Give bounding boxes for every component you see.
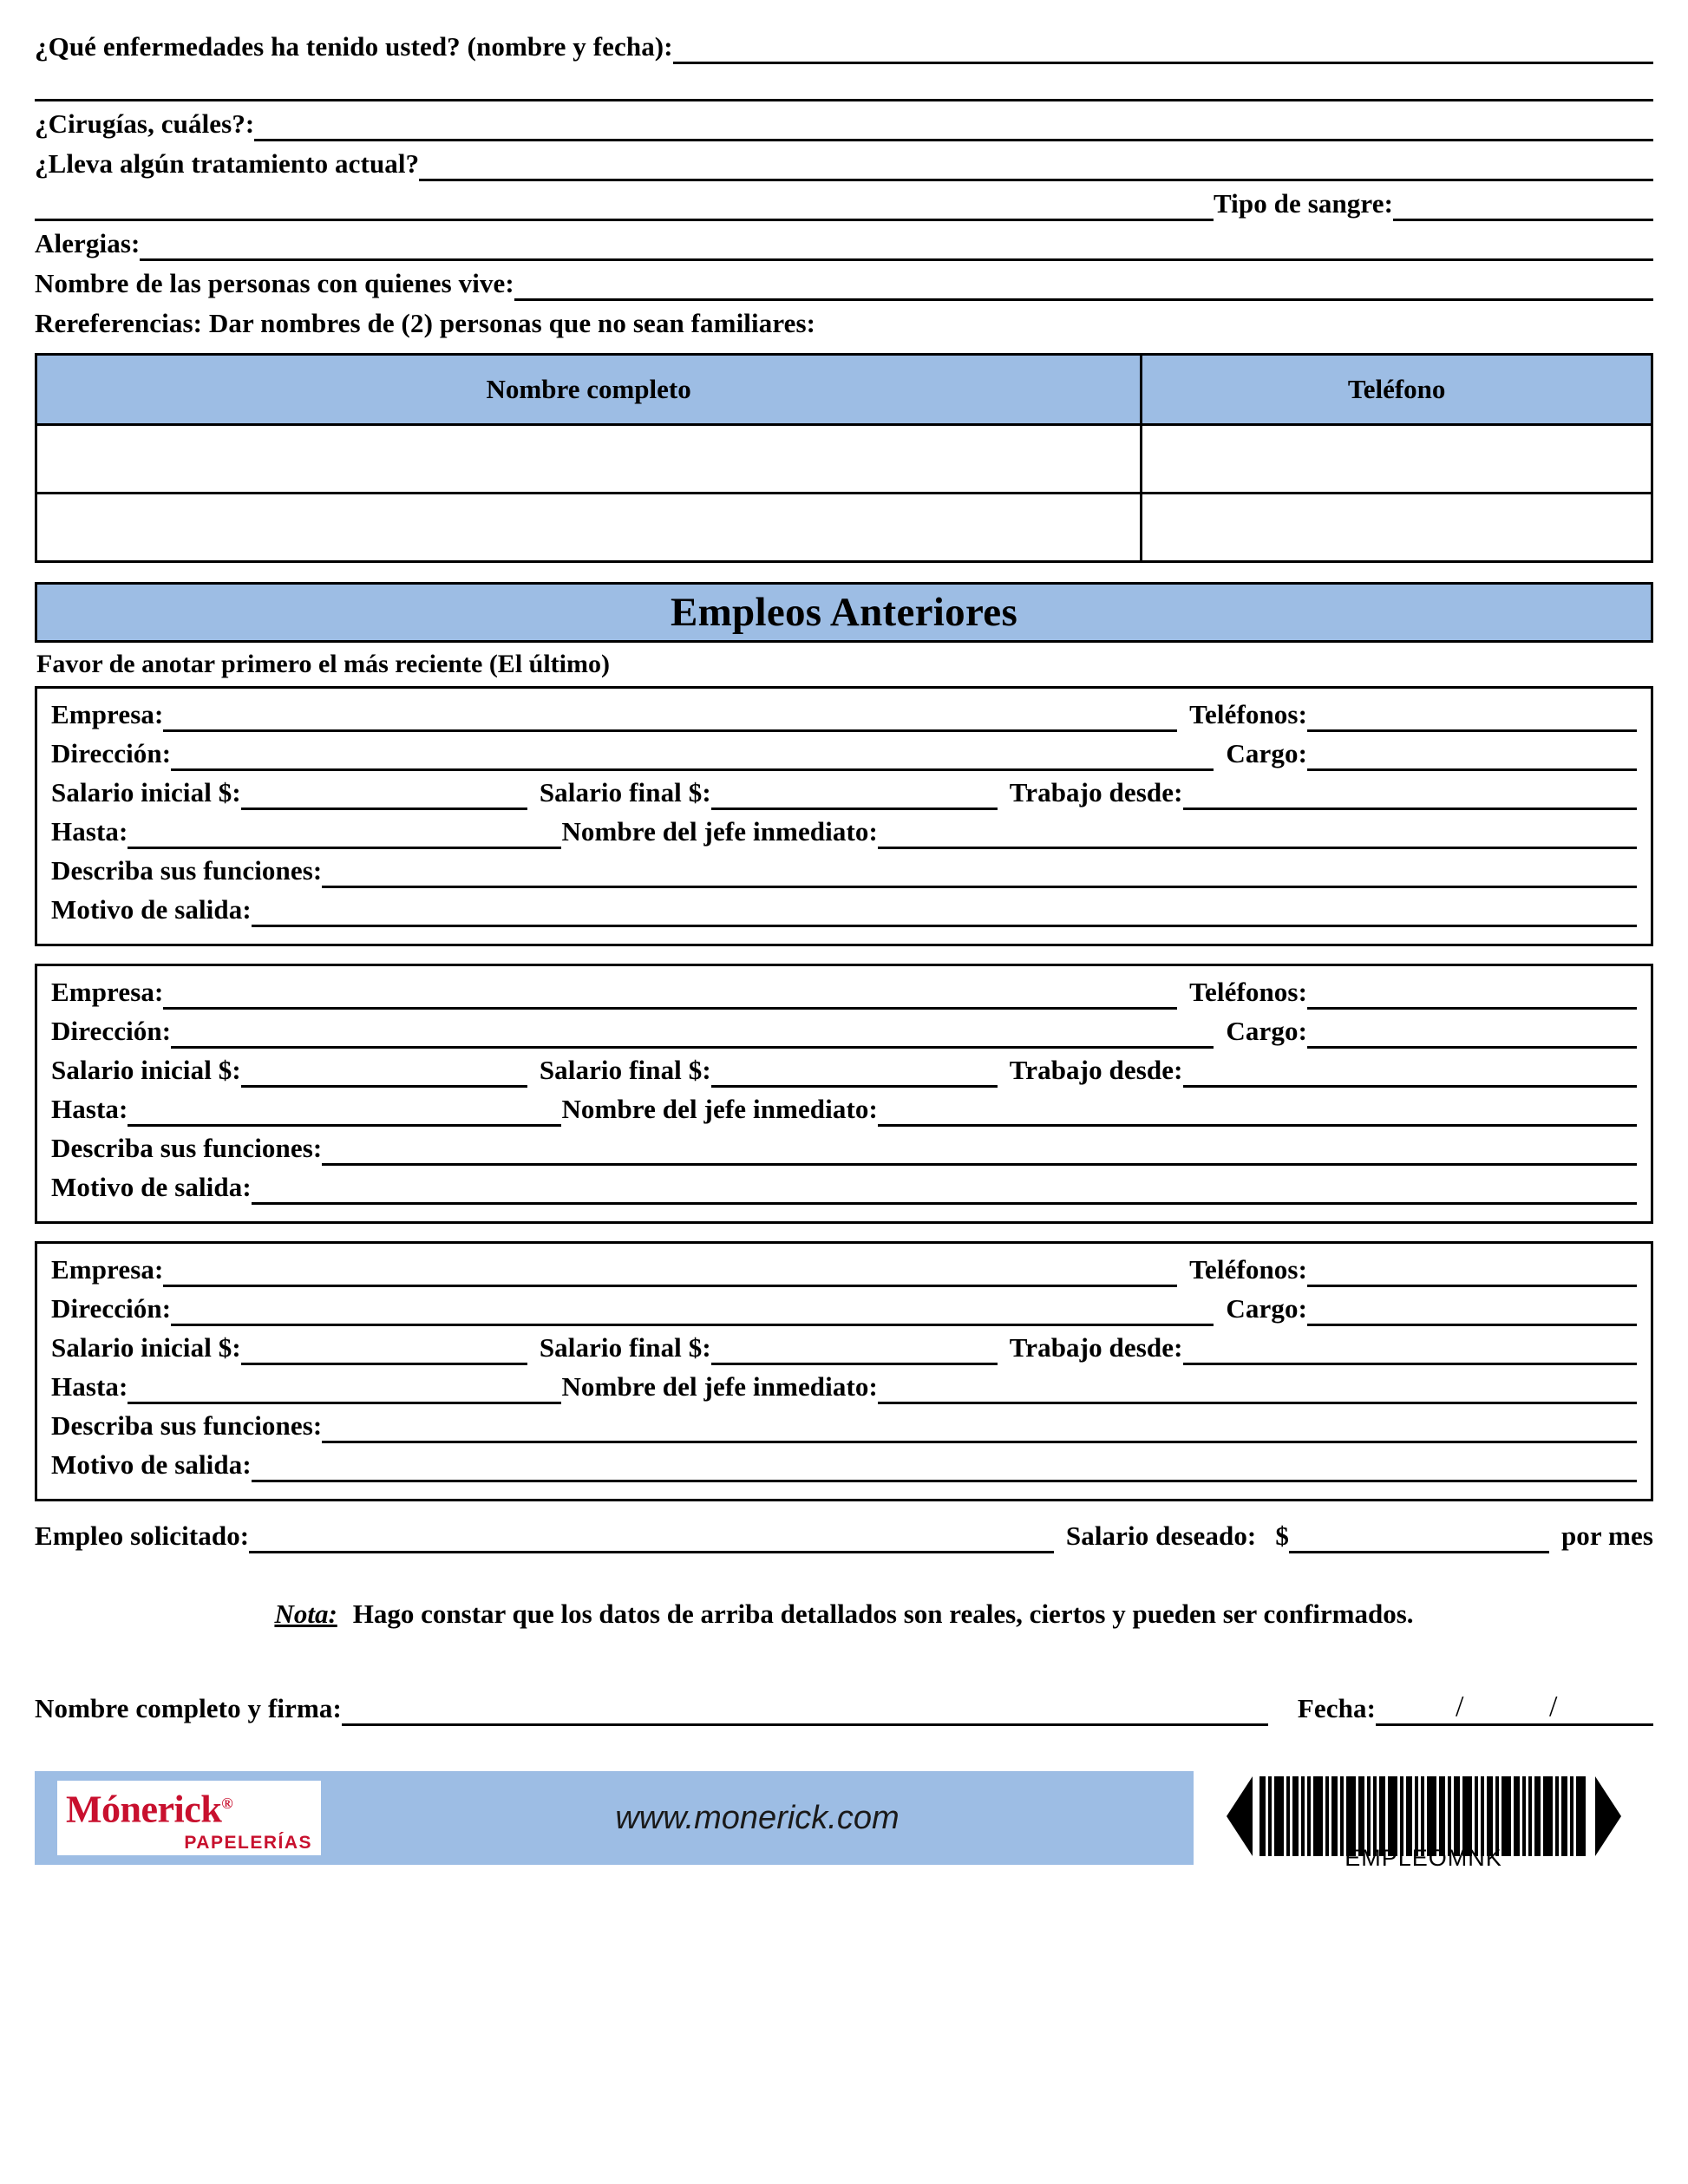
job3-hasta-input-line[interactable] [128,1372,561,1404]
diseases-label: ¿Qué enfermedades ha tenido usted? (nombre y fecha): [35,31,673,62]
job1-salario-final-input-line[interactable] [711,778,998,810]
cell-telefono-2[interactable] [1142,494,1652,562]
job2-motivo-input-line[interactable] [252,1173,1637,1205]
date-separator-1: / [1456,1690,1464,1723]
previous-jobs-banner: Empleos Anteriores [35,582,1653,643]
job1-salario-inicial-input-line[interactable] [241,778,527,810]
job2-hasta-row [51,1092,1637,1127]
job1-salario-final-label: Salario final $: [539,777,711,808]
job2-funciones-input-line[interactable] [322,1134,1637,1166]
job2-salario-inicial-input-line[interactable] [241,1056,527,1088]
job3-funciones-label: Describa sus funciones: [51,1410,323,1441]
job3-direccion-input-line[interactable] [171,1294,1214,1326]
brand-subtitle: PAPELERÍAS [57,1833,321,1855]
blood-type-row [35,186,1653,221]
allergies-input-line[interactable] [140,229,1653,261]
job3-telefonos-label: Teléfonos: [1189,1254,1307,1285]
job1-funciones-label: Describa sus funciones: [51,855,323,886]
brand-name: Mónerick® [57,1781,321,1833]
website-url[interactable]: www.monerick.com [321,1771,1194,1865]
job1-trabajo-desde-input-line[interactable] [1183,778,1637,810]
job1-empresa-row [51,697,1637,732]
job2-motivo-label: Motivo de salida: [51,1172,252,1202]
job1-jefe-label: Nombre del jefe inmediato: [561,816,878,847]
job1-hasta-row [51,814,1637,849]
note-text: Hago constar que los datos de arriba detallados son reales, ciertos y pueden ser confirmados. [352,1599,1414,1629]
references-table [35,353,1653,563]
job3-salario-final-label: Salario final $: [539,1332,711,1363]
signature-name-label: Nombre completo y firma: [35,1693,342,1723]
desired-salary-label: Salario deseado: [1065,1520,1257,1551]
surgeries-input-line[interactable] [254,109,1653,141]
job2-telefonos-label: Teléfonos: [1189,977,1307,1007]
job3-empresa-row [51,1252,1637,1287]
job3-jefe-input-line[interactable] [878,1372,1637,1404]
job1-salario-inicial-label: Salario inicial $: [51,777,241,808]
job3-trabajo-desde-input-line[interactable] [1183,1333,1637,1365]
job1-hasta-input-line[interactable] [128,817,561,849]
cell-telefono-1[interactable] [1142,425,1652,494]
job2-cargo-label: Cargo: [1226,1016,1307,1046]
brand-logo [35,1771,321,1865]
blood-type-label: Tipo de sangre: [1213,188,1393,219]
requested-job-input-line[interactable] [249,1521,1054,1553]
job3-cargo-input-line[interactable] [1307,1294,1637,1326]
job3-hasta-label: Hasta: [51,1371,128,1402]
currency-symbol: $ [1275,1520,1289,1551]
references-note-label: Rereferencias: Dar nombres de (2) personas que no sean familiares: [35,308,816,338]
job3-salario-final-input-line[interactable] [711,1333,998,1365]
job2-jefe-input-line[interactable] [878,1095,1637,1127]
job1-motivo-label: Motivo de salida: [51,894,252,925]
job2-empresa-row [51,975,1637,1010]
job2-salario-final-label: Salario final $: [539,1055,711,1085]
signature-input-line[interactable] [342,1694,1268,1726]
job3-funciones-input-line[interactable] [322,1411,1637,1443]
job2-empresa-label: Empresa: [51,977,164,1007]
job1-jefe-input-line[interactable] [878,817,1637,849]
desired-salary-input-line[interactable] [1289,1521,1549,1553]
job3-direccion-label: Dirección: [51,1293,172,1324]
date-separator-2: / [1549,1690,1558,1723]
treatment-row [35,147,1653,181]
surgeries-label: ¿Cirugías, cuáles?: [35,108,255,139]
job3-empresa-label: Empresa: [51,1254,164,1285]
job2-jefe-label: Nombre del jefe inmediato: [561,1094,878,1124]
health-section [35,29,1653,341]
references-note-row [35,306,1653,341]
date-input-line[interactable] [1376,1684,1653,1726]
job3-salaries-row [51,1331,1637,1365]
job1-salaries-row [51,775,1637,810]
job2-direccion-input-line[interactable] [171,1017,1214,1049]
job2-funciones-label: Describa sus funciones: [51,1133,323,1163]
registered-trademark-icon: ® [221,1795,233,1813]
job1-direccion-row [51,736,1637,771]
diseases-input-line-2[interactable] [35,69,1653,101]
diseases-row-2 [35,69,1653,101]
job3-hasta-row [51,1370,1637,1404]
job1-trabajo-desde-label: Trabajo desde: [1009,777,1183,808]
job3-motivo-input-line[interactable] [252,1450,1637,1482]
job1-empresa-input-line[interactable] [163,700,1177,732]
previous-jobs-instruction: Favor de anotar primero el más reciente (El último) [36,650,610,678]
note-label: Nota: [274,1599,337,1629]
job2-hasta-label: Hasta: [51,1094,128,1124]
job1-direccion-input-line[interactable] [171,739,1214,771]
job3-motivo-label: Motivo de salida: [51,1449,252,1480]
job-entry-2 [35,964,1653,1224]
barcode-block [1194,1771,1653,1871]
treatment-input-line-2[interactable] [35,189,1214,221]
job3-telefonos-input-line[interactable] [1307,1255,1637,1287]
job3-cargo-label: Cargo: [1226,1293,1307,1324]
cell-nombre-1[interactable] [36,425,1142,494]
signature-row [35,1684,1653,1726]
cell-nombre-2[interactable] [36,494,1142,562]
allergies-row [35,226,1653,261]
allergies-label: Alergias: [35,228,141,258]
declaration-note [35,1599,1653,1630]
treatment-input-line[interactable] [419,149,1653,181]
job1-cargo-label: Cargo: [1226,738,1307,768]
household-row [35,266,1653,301]
job2-direccion-row [51,1014,1637,1049]
job1-motivo-input-line[interactable] [252,895,1637,927]
table-header-row [36,355,1652,425]
job2-trabajo-desde-input-line[interactable] [1183,1056,1637,1088]
header-nombre-completo: Nombre completo [36,355,1142,425]
job1-motivo-row [51,893,1637,927]
job2-cargo-input-line[interactable] [1307,1017,1637,1049]
requested-job-row [35,1519,1653,1553]
surgeries-row [35,107,1653,141]
date-label: Fecha: [1297,1693,1376,1723]
job1-telefonos-input-line[interactable] [1307,700,1637,732]
job2-empresa-input-line[interactable] [163,978,1177,1010]
household-input-line[interactable] [514,269,1653,301]
table-row [36,425,1652,494]
job1-funciones-row [51,853,1637,888]
job-entry-1 [35,686,1653,946]
job1-funciones-input-line[interactable] [322,856,1637,888]
job1-telefonos-label: Teléfonos: [1189,699,1307,729]
job2-salario-final-input-line[interactable] [711,1056,998,1088]
page-footer [35,1771,1653,1871]
diseases-input-line[interactable] [673,32,1653,64]
job2-direccion-label: Dirección: [51,1016,172,1046]
job3-salario-inicial-label: Salario inicial $: [51,1332,241,1363]
job2-trabajo-desde-label: Trabajo desde: [1009,1055,1183,1085]
job3-motivo-row [51,1448,1637,1482]
job1-cargo-input-line[interactable] [1307,739,1637,771]
table-row [36,494,1652,562]
job1-empresa-label: Empresa: [51,699,164,729]
diseases-row [35,29,1653,64]
job3-jefe-label: Nombre del jefe inmediato: [561,1371,878,1402]
job2-salario-inicial-label: Salario inicial $: [51,1055,241,1085]
job3-salario-inicial-input-line[interactable] [241,1333,527,1365]
job3-funciones-row [51,1409,1637,1443]
job3-direccion-row [51,1291,1637,1326]
job2-motivo-row [51,1170,1637,1205]
job2-hasta-input-line[interactable] [128,1095,561,1127]
header-telefono: Teléfono [1142,355,1652,425]
job3-empresa-input-line[interactable] [163,1255,1177,1287]
requested-job-label: Empleo solicitado: [35,1520,250,1551]
job1-direccion-label: Dirección: [51,738,172,768]
job-entry-3 [35,1241,1653,1501]
blood-type-input-line[interactable] [1393,189,1653,221]
per-month-label: por mes [1560,1520,1653,1551]
job1-hasta-label: Hasta: [51,816,128,847]
barcode-text: EMPLEOMNK [1345,1845,1502,1871]
job2-salaries-row [51,1053,1637,1088]
household-label: Nombre de las personas con quienes vive: [35,268,514,298]
job2-telefonos-input-line[interactable] [1307,978,1637,1010]
treatment-label: ¿Lleva algún tratamiento actual? [35,148,420,179]
job2-funciones-row [51,1131,1637,1166]
job3-trabajo-desde-label: Trabajo desde: [1009,1332,1183,1363]
